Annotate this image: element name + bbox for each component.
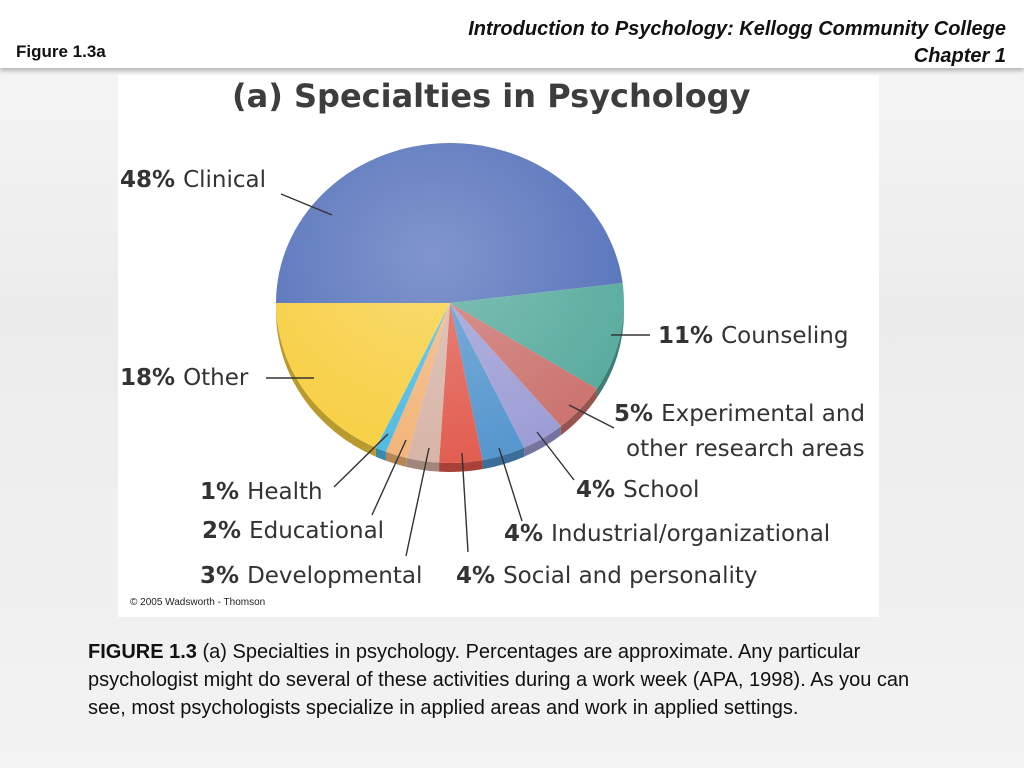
slice-percent: 18%	[120, 365, 184, 391]
course-title	[468, 16, 1006, 70]
slice-label	[202, 518, 384, 544]
slice-name: Developmental	[247, 563, 423, 589]
slice-name: Other	[183, 365, 249, 391]
slice-percent: 4%	[504, 521, 552, 547]
slice-name: Counseling	[721, 323, 849, 349]
slice-percent: 4%	[456, 563, 504, 589]
figure-label: Figure 1.3a	[16, 42, 106, 61]
slice-name-line-2: other research areas	[626, 436, 865, 462]
slice-label	[120, 167, 266, 193]
slice-label	[504, 521, 830, 547]
slice-label	[614, 401, 865, 427]
slice-percent: 11%	[658, 323, 722, 349]
slice-label	[200, 479, 323, 505]
course-title-line-1: Introduction to Psychology: Kellogg Community College	[468, 18, 1006, 40]
course-title-line-2: Chapter 1	[913, 45, 1006, 67]
slice-percent: 48%	[120, 167, 184, 193]
slice-percent: 4%	[576, 477, 624, 503]
caption-figure-number: FIGURE 1.3	[88, 641, 197, 663]
slice-percent: 5%	[614, 401, 662, 427]
chart-panel	[118, 75, 879, 617]
slice-label	[200, 563, 422, 589]
slice-name: Social and personality	[503, 563, 758, 589]
chart-title: (a) Specialties in Psychology	[232, 77, 751, 115]
slice-name: Clinical	[183, 167, 266, 193]
slice-name: Educational	[249, 518, 385, 544]
slice-name: Industrial/organizational	[551, 521, 831, 547]
slice-name: Health	[247, 479, 323, 505]
slice-name: Experimental and	[661, 401, 866, 427]
slice-label	[456, 563, 758, 589]
pie-highlight	[276, 143, 624, 463]
pie-chart	[118, 75, 879, 617]
slice-percent: 2%	[202, 518, 250, 544]
slice-percent: 1%	[200, 479, 248, 505]
slice-label	[576, 477, 699, 503]
slice-label	[120, 365, 249, 391]
copyright-note: © 2005 Wadsworth - Thomson	[130, 597, 266, 608]
slice-label	[658, 323, 848, 349]
slice-percent: 3%	[200, 563, 248, 589]
figure-caption	[88, 638, 948, 722]
slice-name: School	[623, 477, 700, 503]
caption-text: (a) Specialties in psychology. Percentages are approximate. Any particular psychologist might do several of these activities during a work week (APA, 1998). As you can see, most psychologists specialize in applied areas and work in applied settings.	[88, 641, 910, 719]
